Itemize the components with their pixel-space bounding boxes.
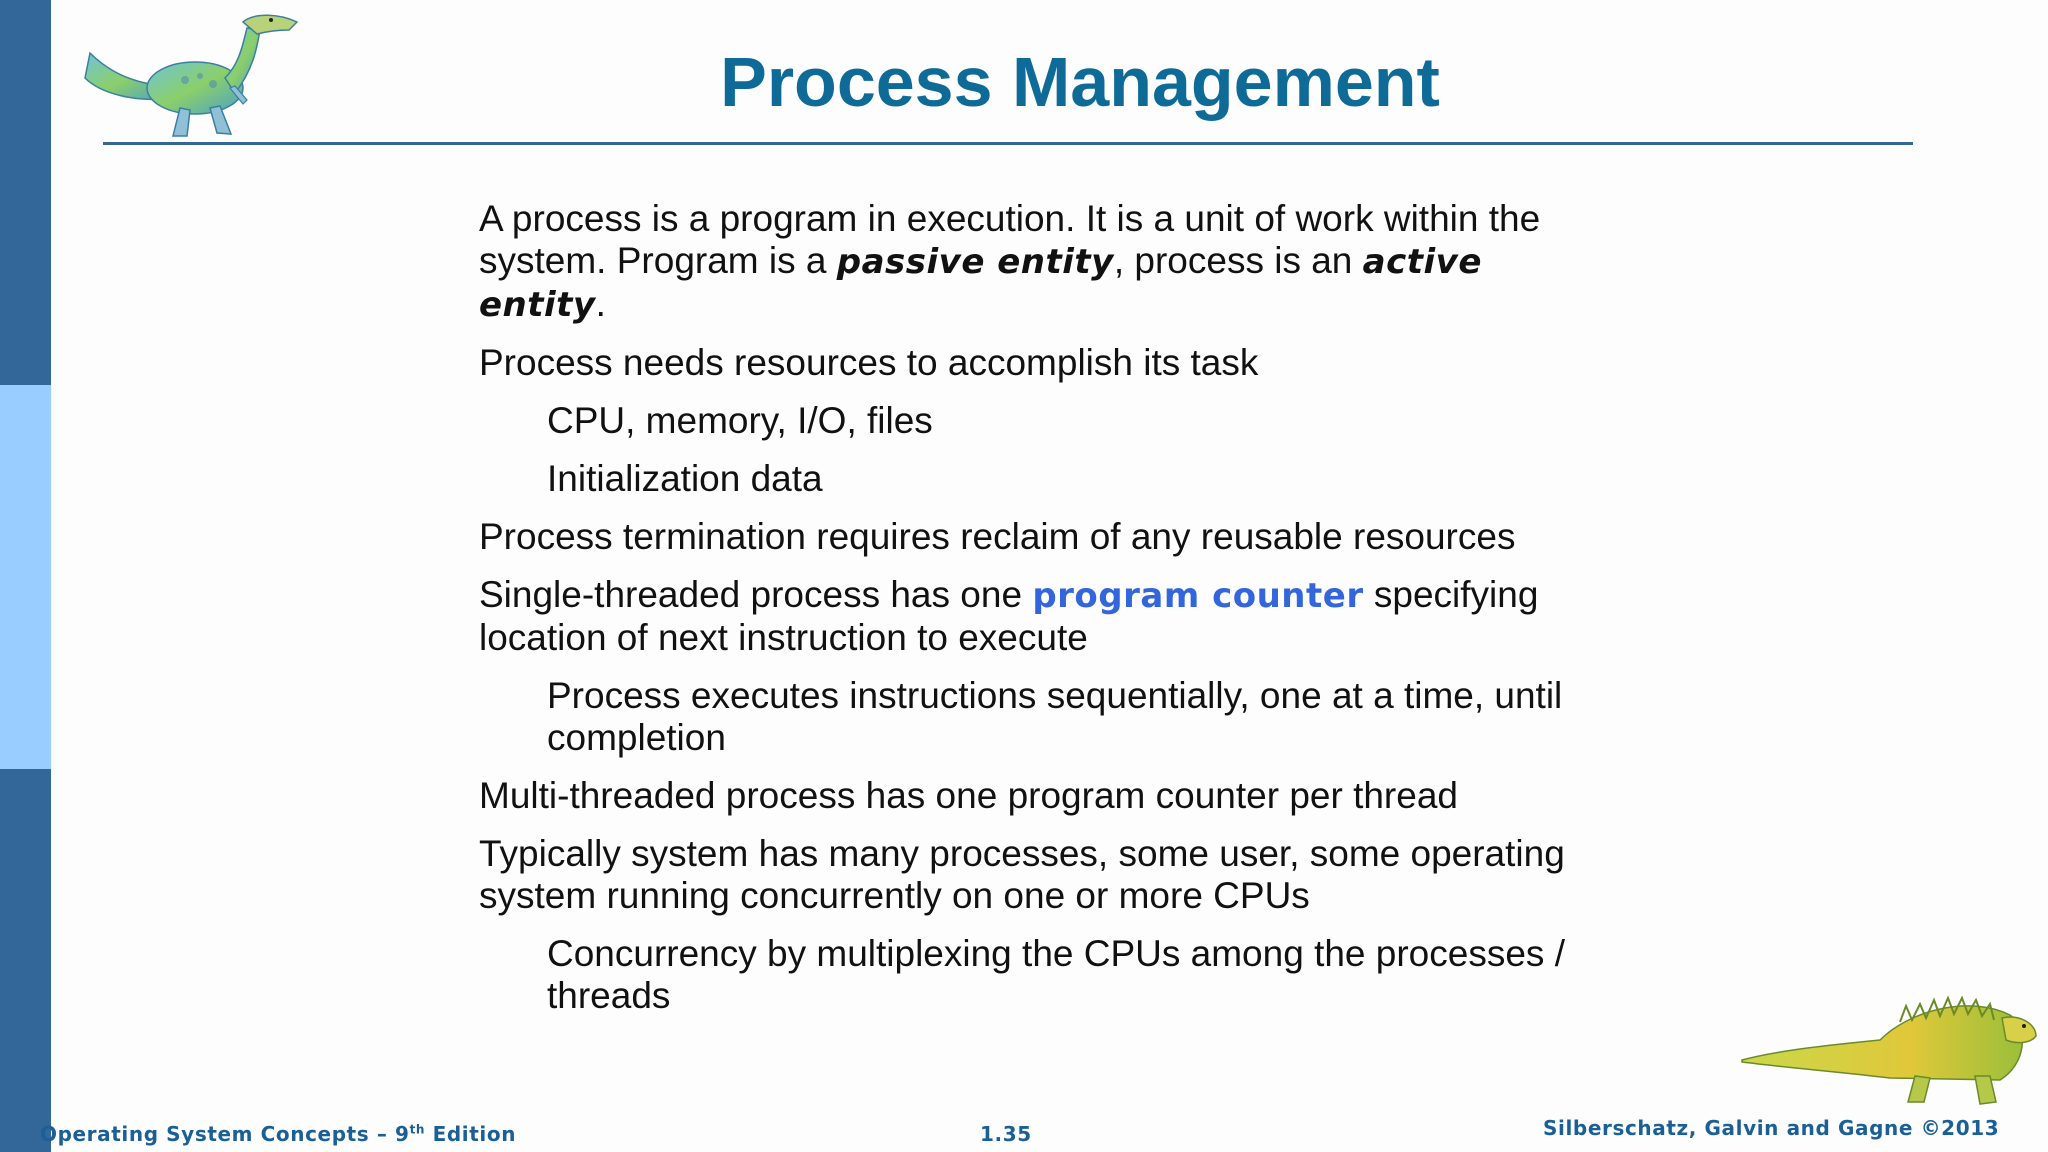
paragraph-termination: Process termination requires reclaim of any reusable resources [479, 516, 1516, 557]
paragraph-process-definition: A process is a program in execution. It is a unit of work within the system. Program is a passive entity, process is an active entity. [479, 198, 1541, 325]
sidebar-stripe-middle [0, 385, 51, 769]
sidebar-stripe-bottom [0, 769, 51, 1152]
subitem-concurrency: Concurrency by multiplexing the CPUs among the processes / threads [547, 933, 1565, 1016]
subitem-cpu-memory: CPU, memory, I/O, files [547, 400, 933, 441]
paragraph-multi-threaded: Multi-threaded process has one program counter per thread [479, 775, 1458, 816]
title-divider [103, 142, 1913, 145]
sidebar-stripe-top [0, 0, 51, 385]
term-program-counter: program counter [1032, 576, 1364, 616]
subitem-initialization: Initialization data [547, 458, 823, 499]
footer-copyright: Silberschatz, Galvin and Gagne ©2013 [1543, 1116, 2000, 1140]
term-active-entity: active entity [479, 242, 1482, 325]
paragraph-many-processes: Typically system has many processes, some user, some operating system running concurrently on one or more CPUs [479, 833, 1565, 916]
term-passive-entity: passive entity [836, 242, 1114, 282]
footer-book-title: Operating System Concepts – 9th Edition [40, 1122, 517, 1146]
paragraph-single-threaded: Single-threaded process has one program counter specifying location of next instruction to execute [479, 574, 1539, 658]
page-title: Process Management [720, 43, 1440, 121]
dinosaur-icon [75, 8, 315, 143]
footer-page-number: 1.35 [980, 1122, 1032, 1146]
subitem-sequential: Process executes instructions sequentially, one at a time, until completion [547, 675, 1563, 758]
slide-content [479, 198, 1619, 1033]
paragraph-resources: Process needs resources to accomplish its task [479, 342, 1259, 383]
dinosaur-icon [1740, 990, 2040, 1110]
